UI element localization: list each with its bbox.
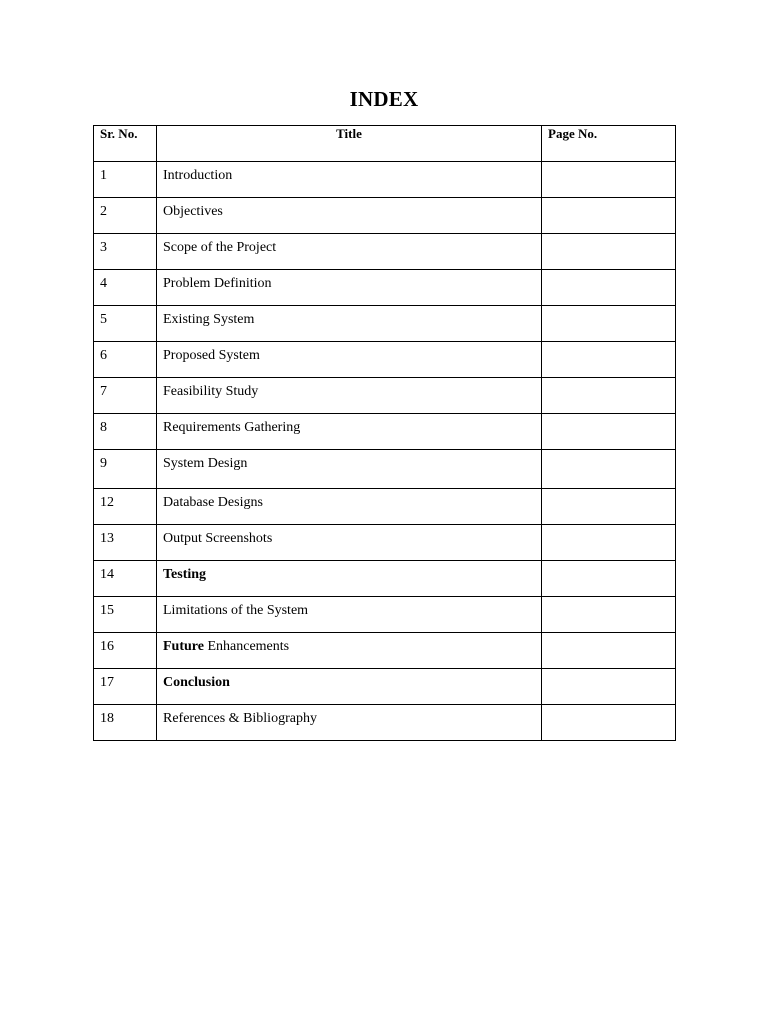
table-row <box>94 270 676 306</box>
table-row <box>94 597 676 633</box>
sr-no-cell: 5 <box>94 306 157 342</box>
title-text: Proposed System <box>163 348 260 363</box>
index-table <box>93 125 676 741</box>
sr-no-cell: 12 <box>94 489 157 525</box>
header-sr-no: Sr. No. <box>94 126 157 162</box>
title-text: System Design <box>163 456 248 471</box>
title-text: Objectives <box>163 204 223 219</box>
sr-no-cell: 3 <box>94 234 157 270</box>
title-text: Enhancements <box>203 639 290 654</box>
title-cell <box>157 162 542 198</box>
page-no-cell <box>542 597 676 633</box>
page-no-cell <box>542 198 676 234</box>
header-page-no: Page No. <box>542 126 676 162</box>
title-cell <box>157 378 542 414</box>
table-row <box>94 525 676 561</box>
title-cell <box>157 198 542 234</box>
title-cell <box>157 306 542 342</box>
title-bold: Testing <box>163 567 207 582</box>
title-cell <box>157 450 542 489</box>
table-row <box>94 162 676 198</box>
title-cell <box>157 270 542 306</box>
page-no-cell <box>542 450 676 489</box>
page-no-cell <box>542 669 676 705</box>
title-cell <box>157 633 542 669</box>
page-title: INDEX <box>349 87 419 111</box>
page-no-cell <box>542 561 676 597</box>
title-text: Output Screenshots <box>163 531 273 546</box>
table-header-row <box>94 126 676 162</box>
table-row <box>94 306 676 342</box>
sr-no-cell: 1 <box>94 162 157 198</box>
page-no-cell <box>542 234 676 270</box>
page-no-cell <box>542 162 676 198</box>
title-cell <box>157 525 542 561</box>
title-text: Introduction <box>163 168 233 183</box>
sr-no-cell: 7 <box>94 378 157 414</box>
table-row <box>94 234 676 270</box>
table-row <box>94 378 676 414</box>
title-bold: Conclusion <box>163 675 230 690</box>
table-row <box>94 414 676 450</box>
title-text: Limitations of the System <box>163 603 309 618</box>
title-cell <box>157 234 542 270</box>
sr-no-cell: 6 <box>94 342 157 378</box>
sr-no-cell: 4 <box>94 270 157 306</box>
page-no-cell <box>542 306 676 342</box>
page-no-cell <box>542 525 676 561</box>
sr-no-cell: 2 <box>94 198 157 234</box>
title-bold: Future <box>163 639 204 654</box>
table-row <box>94 450 676 489</box>
title-cell <box>157 705 542 741</box>
sr-no-cell: 17 <box>94 669 157 705</box>
table-row <box>94 489 676 525</box>
title-text: Requirements Gathering <box>163 420 301 435</box>
title-text: Existing System <box>163 312 255 327</box>
sr-no-cell: 14 <box>94 561 157 597</box>
title-cell <box>157 489 542 525</box>
title-cell <box>157 669 542 705</box>
page-no-cell <box>542 378 676 414</box>
page-no-cell <box>542 489 676 525</box>
table-row <box>94 561 676 597</box>
sr-no-cell: 15 <box>94 597 157 633</box>
sr-no-cell: 18 <box>94 705 157 741</box>
sr-no-cell: 9 <box>94 450 157 489</box>
header-title: Title <box>157 126 542 162</box>
sr-no-cell: 8 <box>94 414 157 450</box>
title-cell <box>157 342 542 378</box>
title-cell <box>157 414 542 450</box>
table-body <box>94 162 676 741</box>
title-text: Feasibility Study <box>163 384 259 399</box>
table-row <box>94 705 676 741</box>
title-text: References & Bibliography <box>163 711 317 726</box>
page-no-cell <box>542 633 676 669</box>
title-cell <box>157 597 542 633</box>
page-no-cell <box>542 414 676 450</box>
page-no-cell <box>542 705 676 741</box>
sr-no-cell: 16 <box>94 633 157 669</box>
title-text: Problem Definition <box>163 276 272 291</box>
table-row <box>94 633 676 669</box>
title-text: Scope of the Project <box>163 240 277 255</box>
title-cell <box>157 561 542 597</box>
table-row <box>94 669 676 705</box>
table-row <box>94 198 676 234</box>
table-row <box>94 342 676 378</box>
page-no-cell <box>542 270 676 306</box>
sr-no-cell: 13 <box>94 525 157 561</box>
title-text: Database Designs <box>163 495 263 510</box>
page-no-cell <box>542 342 676 378</box>
